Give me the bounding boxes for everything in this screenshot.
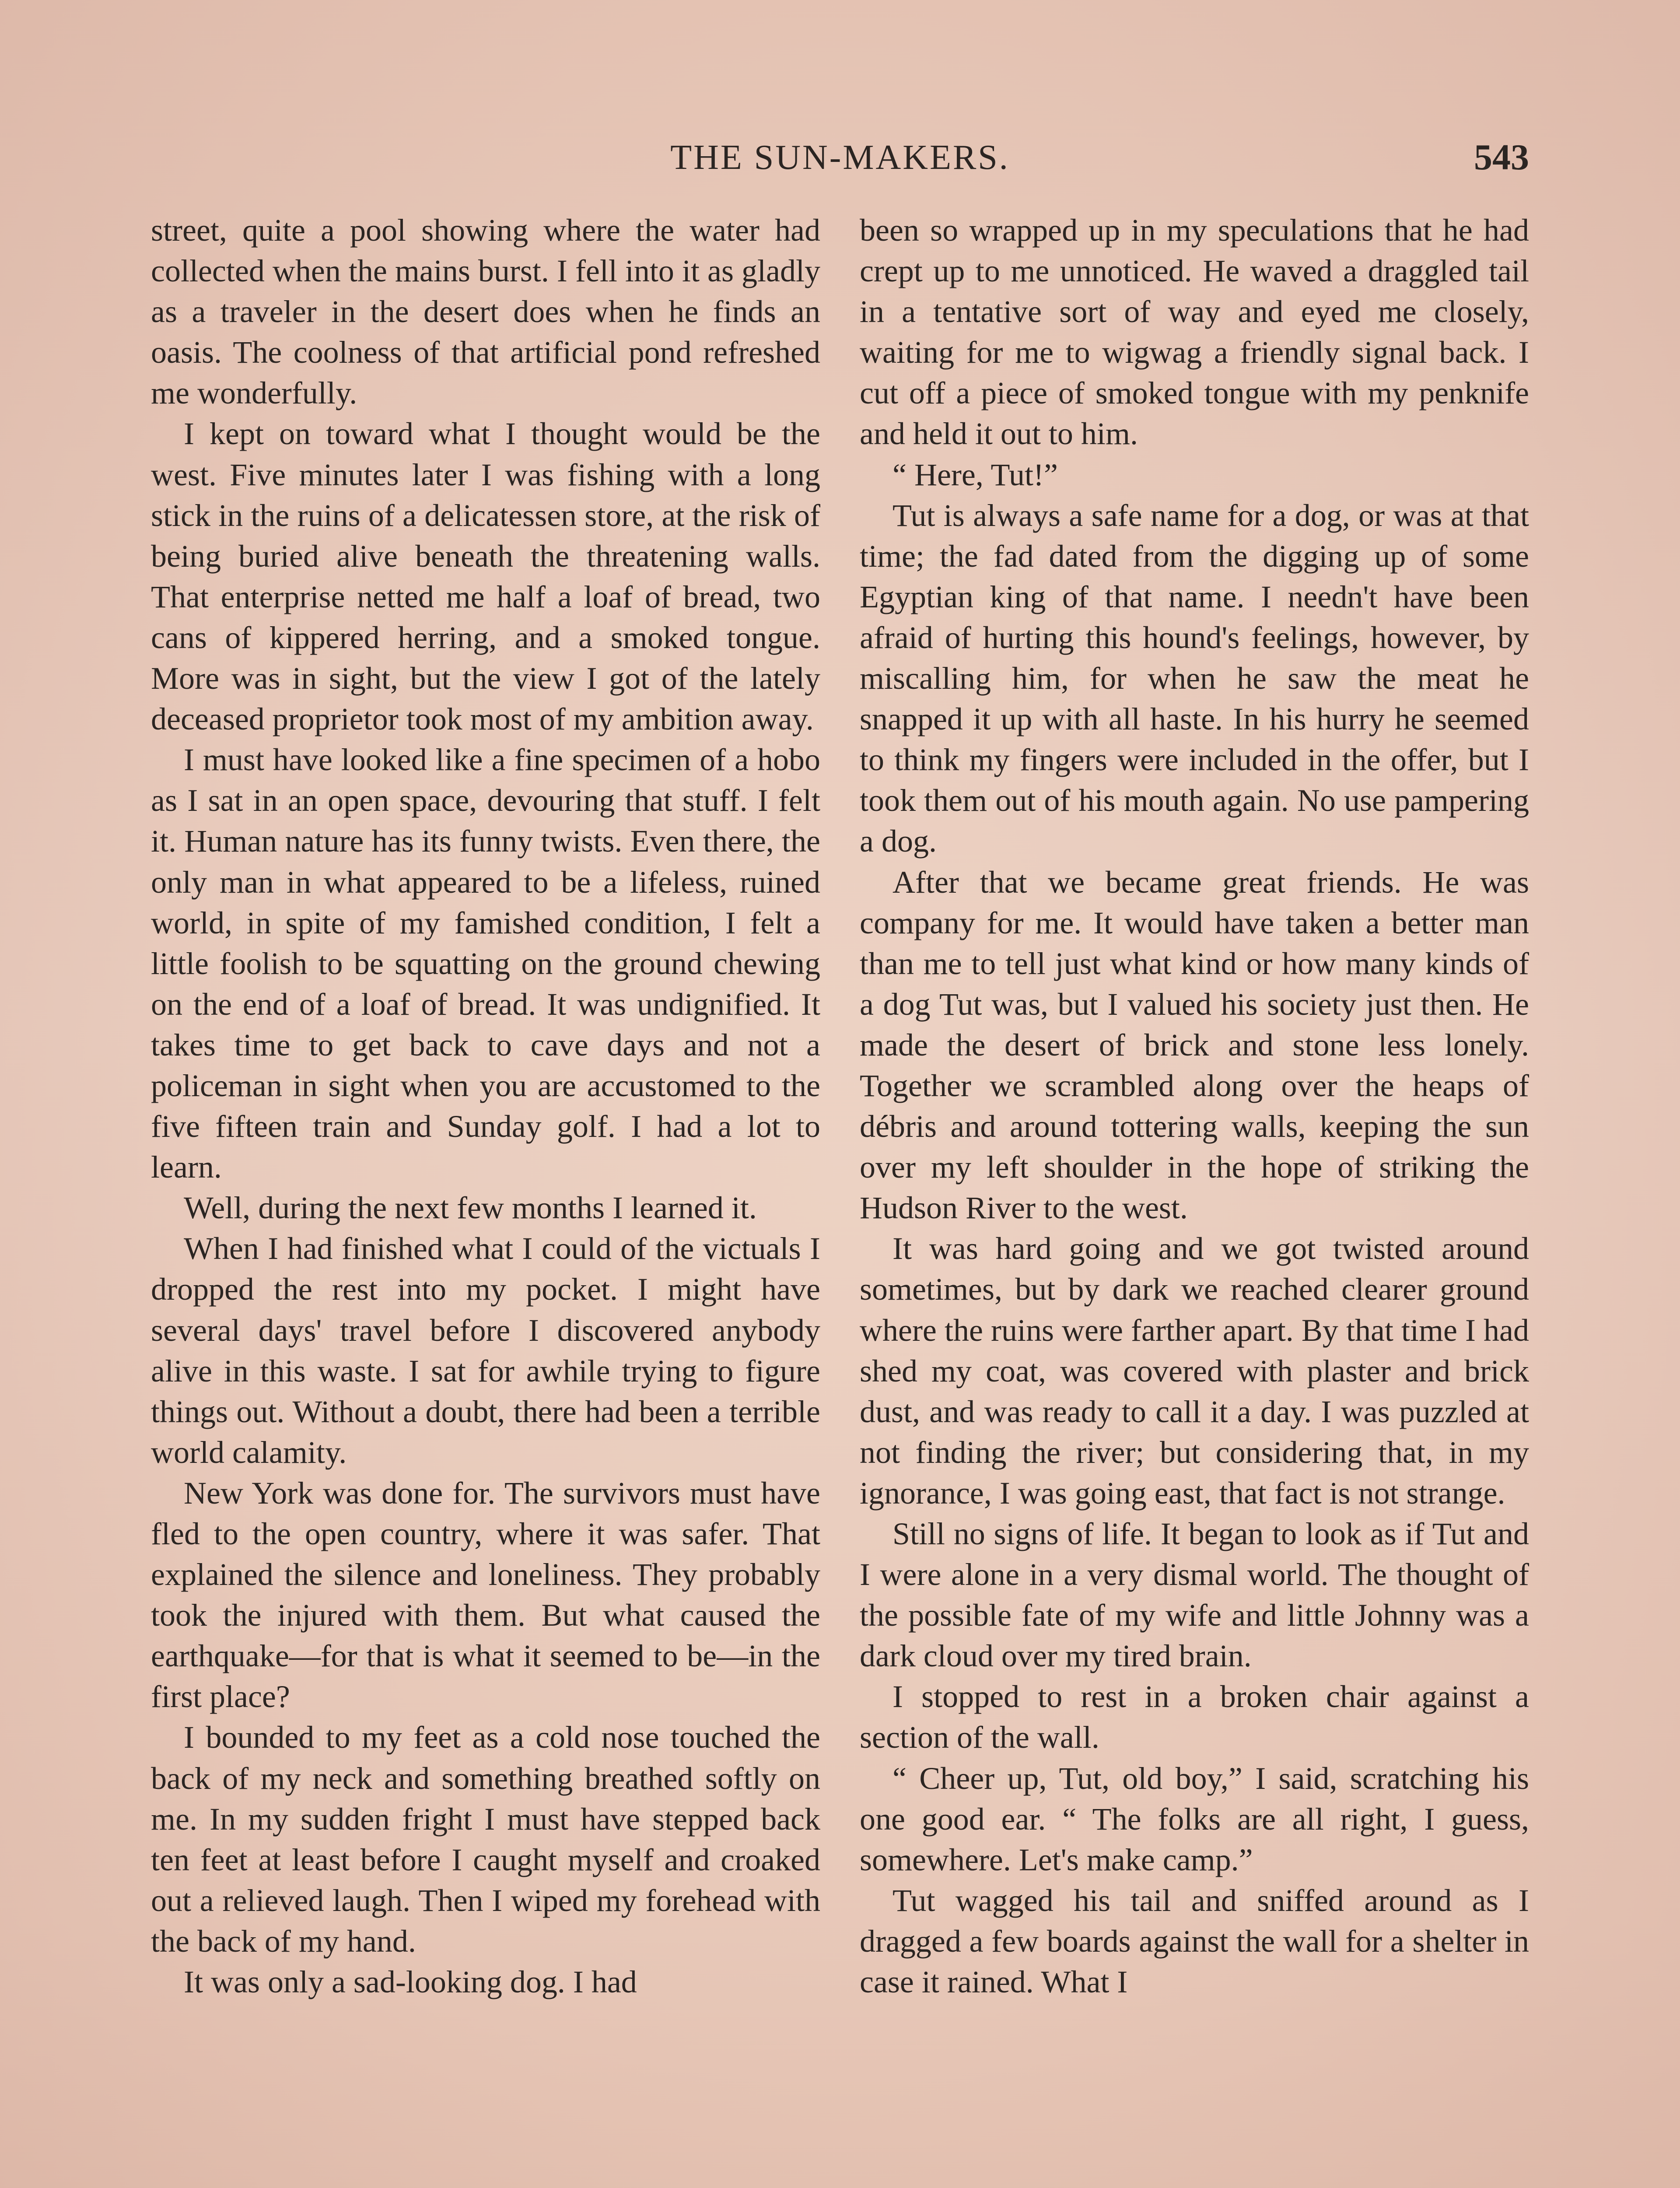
paragraph: It was only a sad-looking dog. I had (184, 1964, 637, 2000)
paragraph: Well, during the next few months I learned it. (184, 1190, 757, 1226)
page-number: 543 (1474, 137, 1529, 178)
paragraph: When I had finished what I could of the victuals I dropped the rest into my pocket. I might have several days' travel before I discovered anybody alive in this waste. I sat for awhile trying to figure things out. Without a doubt, there had been a terrible world calamity. (151, 1231, 820, 1470)
paragraph: “ Here, Tut!” (892, 457, 1058, 492)
paragraph: New York was done for. The survivors must have fled to the open country, where it was safer. That explained the silence and loneliness. They probably took the injured with them. But what caused the earthquake—for that is what it seemed to be—in the first place? (151, 1475, 820, 1715)
paragraph: I must have looked like a fine specimen of a hobo as I sat in an open space, devouring that stuff. I felt it. Human nature has its funny twists. Even there, the only man in what appeared to be a lifeless, ruined world, in spite of my famished condition, I felt a little foolish to be squatting on the ground chewing on the end of a loaf of bread. It was undignified. It takes time to get back to cave days and not a policeman in sight when you are accustomed to the five fifteen train and Sunday golf. I had a lot to learn. (151, 742, 820, 1185)
paragraph: After that we became great friends. He was company for me. It would have taken a better man than me to tell just what kind or how many kinds of a dog Tut was, but I valued his society just then. He made the desert of brick and stone less lonely. Together we scrambled along over the heaps of débris and around tottering walls, keeping the sun over my left shoulder in the hope of striking the Hudson River to the west. (860, 864, 1529, 1226)
paragraph: been so wrapped up in my speculations that he had crept up to me unnoticed. He waved a draggled tail in a tentative sort of way and eyed me closely, waiting for me to wigwag a friendly signal back. I cut off a piece of smoked tongue with my penknife and held it out to him. (860, 213, 1529, 452)
left-column (151, 210, 820, 2002)
paragraph: Still no signs of life. It began to look as if Tut and I were alone in a very dismal world. The thought of the possible fate of my wife and little Johnny was a dark cloud over my tired brain. (860, 1516, 1529, 1674)
paragraph: “ Cheer up, Tut, old boy,” I said, scratching his one good ear. “ The folks are all right, I guess, somewhere. Let's make camp.” (860, 1760, 1529, 1877)
paragraph: I kept on toward what I thought would be the west. Five minutes later I was fishing with a long stick in the ruins of a delicatessen store, at the risk of being buried alive beneath the threatening walls. That enterprise netted me half a loaf of bread, two cans of kippered herring, and a smoked tongue. More was in sight, but the view I got of the lately deceased proprietor took most of my ambition away. (151, 416, 820, 737)
paragraph: street, quite a pool showing where the water had collected when the mains burst. I fell into it as gladly as a traveler in the desert does when he finds an oasis. The coolness of that artificial pond refreshed me wonderfully. (151, 213, 820, 411)
right-column (860, 210, 1529, 2002)
paragraph: It was hard going and we got twisted around sometimes, but by dark we reached clearer ground where the ruins were farther apart. By that time I had shed my coat, was covered with plaster and brick dust, and was ready to call it a day. I was puzzled at not finding the river; but considering that, in my ignorance, I was going east, that fact is not strange. (860, 1231, 1529, 1511)
paragraph: I stopped to rest in a broken chair against a section of the wall. (860, 1679, 1529, 1755)
running-title: THE SUN-MAKERS. (670, 138, 1010, 177)
paragraph: Tut wagged his tail and sniffed around as I dragged a few boards against the wall for a shelter in case it rained. What I (860, 1883, 1529, 2000)
paragraph: I bounded to my feet as a cold nose touched the back of my neck and something breathed softly on me. In my sudden fright I must have stepped back ten feet at least before I caught myself and croaked out a relieved laugh. Then I wiped my forehead with the back of my hand. (151, 1720, 820, 1959)
running-head (151, 131, 1529, 184)
paragraph: Tut is always a safe name for a dog, or was at that time; the fad dated from the digging up of some Egyptian king of that name. I needn't have been afraid of hurting this hound's feelings, however, by miscalling him, for when he saw the meat he snapped it up with all haste. In his hurry he seemed to think my fingers were included in the offer, but I took them out of his mouth again. No use pampering a dog. (860, 498, 1529, 859)
